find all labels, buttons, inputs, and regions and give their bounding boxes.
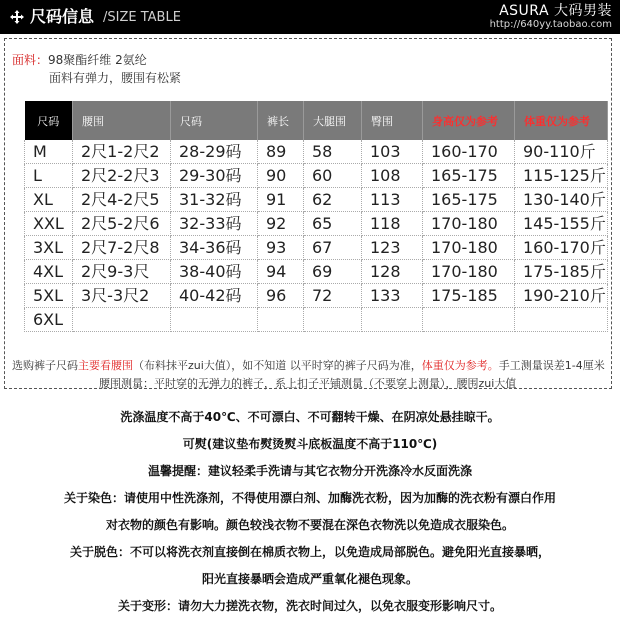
cell-size: 4XL (25, 260, 73, 284)
cell-thigh: 58 (304, 140, 362, 164)
care-line: 关于脱色：不可以将洗衣剂直接倒在棉质衣物上，以免造成局部脱色。避免阳光直接暴晒， (69, 545, 550, 559)
cell-code: 31-32码 (171, 188, 258, 212)
cell-code: 28-29码 (171, 140, 258, 164)
cell-size: 6XL (25, 308, 73, 332)
cell-weight: 190-210斤 (515, 284, 608, 308)
col-header-size: 尺码 (25, 101, 73, 140)
size-table (24, 101, 608, 332)
cell-thigh: 60 (304, 164, 362, 188)
fabric-line-2: 面料有弹力，腰围有松紧 (49, 71, 182, 85)
care-instructions (0, 404, 620, 620)
cell-weight (515, 308, 608, 332)
cell-height: 175-185 (423, 284, 515, 308)
cell-weight: 145-155斤 (515, 212, 608, 236)
cell-height: 170-180 (423, 236, 515, 260)
cell-hip: 118 (362, 212, 423, 236)
table-row (25, 212, 608, 236)
cell-code: 32-33码 (171, 212, 258, 236)
cell-code: 38-40码 (171, 260, 258, 284)
note-line-1 (12, 357, 605, 375)
cell-length: 92 (258, 212, 304, 236)
cell-waist: 2尺9-3尺 (73, 260, 171, 284)
cell-code: 29-30码 (171, 164, 258, 188)
note-highlight-weight: 体重仅为参考。 (421, 359, 499, 372)
note-line-2: 腰围测量：平时穿的无弹力的裤子，系上扣子平铺测量（不要穿上测量），腰围zui大值 (99, 377, 517, 390)
cell-waist: 2尺4-2尺5 (73, 188, 171, 212)
col-header-weight: 体重仅为参考 (515, 101, 608, 140)
cell-size: XXL (25, 212, 73, 236)
cell-thigh: 69 (304, 260, 362, 284)
purchase-note (12, 357, 605, 393)
cell-code: 40-42码 (171, 284, 258, 308)
col-header-code: 尺码 (171, 101, 258, 140)
fabric-info (12, 51, 181, 87)
note-text-1: 选购裤子尺码 (12, 359, 78, 372)
header-bar (0, 0, 620, 34)
cell-thigh (304, 308, 362, 332)
table-row (25, 188, 608, 212)
note-highlight-waist: 主要看腰围 (78, 359, 133, 372)
table-row (25, 140, 608, 164)
care-line: 可熨(建议垫布熨烫熨斗底板温度不高于110℃) (182, 437, 438, 451)
col-header-waist: 腰围 (73, 101, 171, 140)
care-line: 温馨提醒：建议轻柔手洗请与其它衣物分开洗涤冷水反面洗涤 (147, 464, 472, 478)
cell-waist (73, 308, 171, 332)
cell-weight: 175-185斤 (515, 260, 608, 284)
col-header-hip: 臀围 (362, 101, 423, 140)
header-title: 尺码信息 (30, 7, 95, 26)
table-header-row (25, 101, 608, 140)
col-header-length: 裤长 (258, 101, 304, 140)
cell-weight: 160-170斤 (515, 236, 608, 260)
table-row (25, 164, 608, 188)
care-line: 对衣物的颜色有影响。颜色较浅衣物不要混在深色衣物洗以免造成衣服染色。 (105, 518, 514, 532)
cell-hip: 113 (362, 188, 423, 212)
cell-height: 165-175 (423, 164, 515, 188)
care-line: 关于变形：请勿大力搓洗衣物，洗衣时间过久，以免衣服变形影响尺寸。 (117, 599, 502, 613)
cell-hip: 108 (362, 164, 423, 188)
cell-hip: 123 (362, 236, 423, 260)
cell-weight: 115-125斤 (515, 164, 608, 188)
cell-height: 165-175 (423, 188, 515, 212)
fabric-composition: 98聚酯纤维 2氨纶 (48, 53, 147, 67)
cell-waist: 2尺2-2尺3 (73, 164, 171, 188)
cell-waist: 2尺1-2尺2 (73, 140, 171, 164)
cell-length: 91 (258, 188, 304, 212)
note-text-3: 手工测量误差1-4厘米 (498, 359, 605, 372)
cell-waist: 2尺5-2尺6 (73, 212, 171, 236)
table-row (25, 260, 608, 284)
cell-height (423, 308, 515, 332)
cell-hip: 128 (362, 260, 423, 284)
cell-size: L (25, 164, 73, 188)
brand-name: ASURA 大码男装 (499, 3, 612, 19)
cell-size: XL (25, 188, 73, 212)
cell-hip (362, 308, 423, 332)
cell-thigh: 72 (304, 284, 362, 308)
cell-code (171, 308, 258, 332)
cell-hip: 103 (362, 140, 423, 164)
cell-waist: 2尺7-2尺8 (73, 236, 171, 260)
cell-size: 5XL (25, 284, 73, 308)
care-line: 洗涤温度不高于40℃、不可漂白、不可翻转干燥、在阴凉处悬挂晾干。 (120, 410, 500, 424)
cell-height: 170-180 (423, 260, 515, 284)
cell-height: 170-180 (423, 212, 515, 236)
cell-size: M (25, 140, 73, 164)
table-row (25, 284, 608, 308)
store-url: http://640yy.taobao.com (489, 19, 612, 30)
fabric-label: 面料： (12, 53, 49, 67)
cell-length (258, 308, 304, 332)
cell-length: 89 (258, 140, 304, 164)
col-header-thigh: 大腿围 (304, 101, 362, 140)
fabric-line-1 (12, 51, 181, 69)
cell-size: 3XL (25, 236, 73, 260)
cell-thigh: 65 (304, 212, 362, 236)
cell-code: 34-36码 (171, 236, 258, 260)
table-row (25, 236, 608, 260)
cell-length: 93 (258, 236, 304, 260)
cell-height: 160-170 (423, 140, 515, 164)
cell-length: 90 (258, 164, 304, 188)
header-subtitle: /SIZE TABLE (103, 10, 181, 25)
cell-weight: 90-110斤 (515, 140, 608, 164)
table-row (25, 308, 608, 332)
cell-hip: 133 (362, 284, 423, 308)
cell-thigh: 62 (304, 188, 362, 212)
cell-thigh: 67 (304, 236, 362, 260)
cell-waist: 3尺-3尺2 (73, 284, 171, 308)
cell-length: 96 (258, 284, 304, 308)
move-cross-icon (10, 10, 24, 24)
care-line: 关于染色：请使用中性洗涤剂，不得使用漂白剂、加酶洗衣粉，因为加酶的洗衣粉有漂白作用 (63, 491, 556, 505)
care-line: 阳光直接暴晒会造成严重氧化褪色现象。 (201, 572, 418, 586)
cell-weight: 130-140斤 (515, 188, 608, 212)
col-header-height: 身高仅为参考 (423, 101, 515, 140)
note-text-2: （布料抹平zui大值），如不知道 以平时穿的裤子尺码为准， (133, 359, 422, 372)
cell-length: 94 (258, 260, 304, 284)
